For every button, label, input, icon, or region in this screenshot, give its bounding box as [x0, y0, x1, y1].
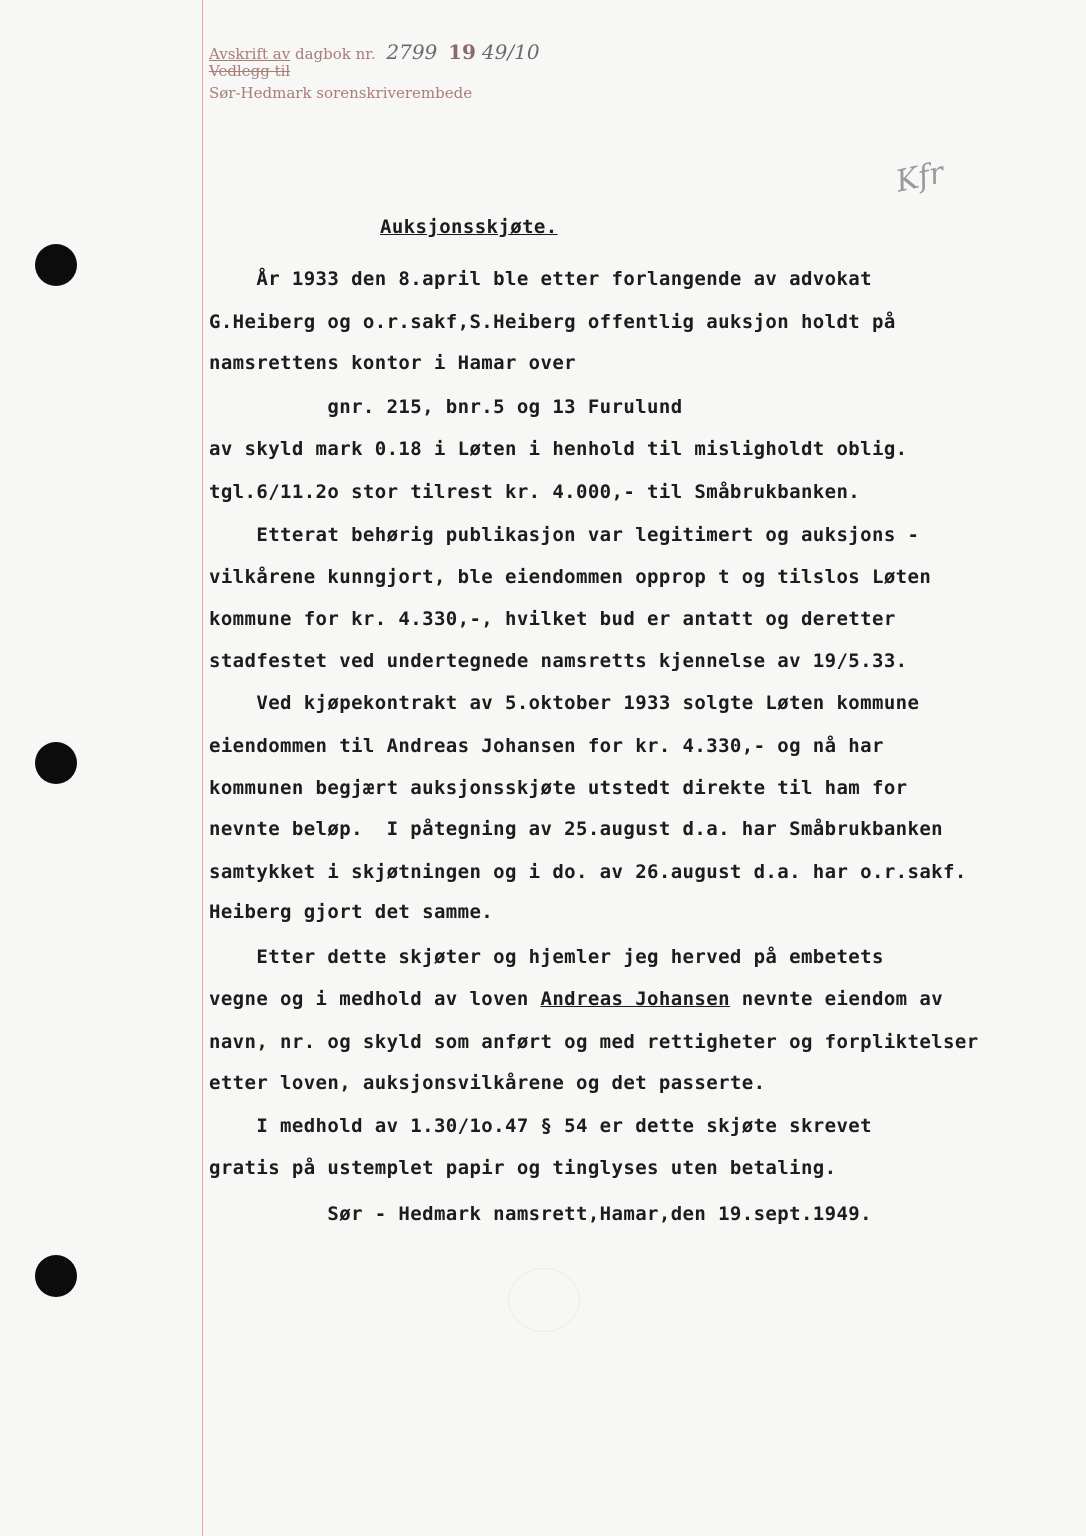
avskrift-label: Avskrift av	[209, 45, 291, 63]
text-line: Ved kjøpekontrakt av 5.oktober 1933 solgte Løten kommune	[209, 692, 920, 714]
text-line: kommune for kr. 4.330,-, hvilket bud er antatt og deretter	[209, 608, 896, 630]
text-line: G.Heiberg og o.r.sakf,S.Heiberg offentlig auksjon holdt på	[209, 311, 896, 333]
text-line: gnr. 215, bnr.5 og 13 Furulund	[209, 396, 683, 418]
text-line: Etter dette skjøter og hjemler jeg herved på embetets	[209, 946, 884, 968]
text-line: namsrettens kontor i Hamar over	[209, 352, 577, 374]
faint-stamp-mark	[508, 1268, 580, 1332]
punch-hole	[35, 1255, 77, 1297]
text-line: nevnte beløp. I påtegning av 25.august d.a. har Småbrukbanken	[209, 818, 944, 840]
document-title: Auksjonsskjøte.	[380, 216, 558, 238]
date-written: 49/10	[481, 40, 540, 64]
punch-hole	[35, 742, 77, 784]
text-line: I medhold av 1.30/1o.47 § 54 er dette skjøte skrevet	[209, 1115, 872, 1137]
text-line: kommunen begjært auksjonsskjøte utstedt direkte til ham for	[209, 777, 908, 799]
dagbok-label: dagbok nr.	[295, 45, 376, 63]
text-line: samtykket i skjøtningen og i do. av 26.august d.a. har o.r.sakf.	[209, 861, 967, 883]
punch-hole	[35, 244, 77, 286]
text-line: vilkårene kunngjort, ble eiendommen opprop t og tilslos Løten	[209, 566, 932, 588]
text-line: gratis på ustemplet papir og tinglyses uten betaling.	[209, 1157, 837, 1179]
text-segment: nevnte eiendom av	[729, 988, 944, 1010]
text-line: navn, nr. og skyld som anført og med rettigheter og forpliktelser	[209, 1031, 979, 1053]
text-line: Heiberg gjort det samme.	[209, 901, 494, 923]
year-prefix: 19	[448, 40, 476, 64]
text-line: stadfestet ved undertegnede namsretts kjennelse av 19/5.33.	[209, 650, 908, 672]
text-segment: vegne og i medhold av loven	[209, 988, 541, 1010]
margin-rule	[202, 0, 203, 1536]
grantee-name: Andreas Johansen	[540, 988, 730, 1010]
document-header	[209, 40, 540, 106]
office-name: Sør-Hedmark sorenskriverembede	[209, 84, 473, 102]
signature-line: Sør - Hedmark namsrett,Hamar,den 19.sept.1949.	[209, 1203, 872, 1225]
text-line: av skyld mark 0.18 i Løten i henhold til misligholdt oblig.	[209, 438, 908, 460]
margin-mark: Kfr	[892, 155, 947, 200]
text-line: Etterat behørig publikasjon var legitimert og auksjons -	[209, 524, 920, 546]
dagbok-number: 2799	[386, 40, 438, 64]
text-line: eiendommen til Andreas Johansen for kr. 4.330,- og nå har	[209, 735, 884, 757]
text-line	[209, 988, 943, 1010]
text-line: År 1933 den 8.april ble etter forlangende av advokat	[209, 268, 872, 290]
text-line: tgl.6/11.2o stor tilrest kr. 4.000,- til Småbrukbanken.	[209, 481, 861, 503]
vedlegg-label: Vedlegg til	[209, 62, 291, 80]
text-line: etter loven, auksjonsvilkårene og det passerte.	[209, 1072, 766, 1094]
